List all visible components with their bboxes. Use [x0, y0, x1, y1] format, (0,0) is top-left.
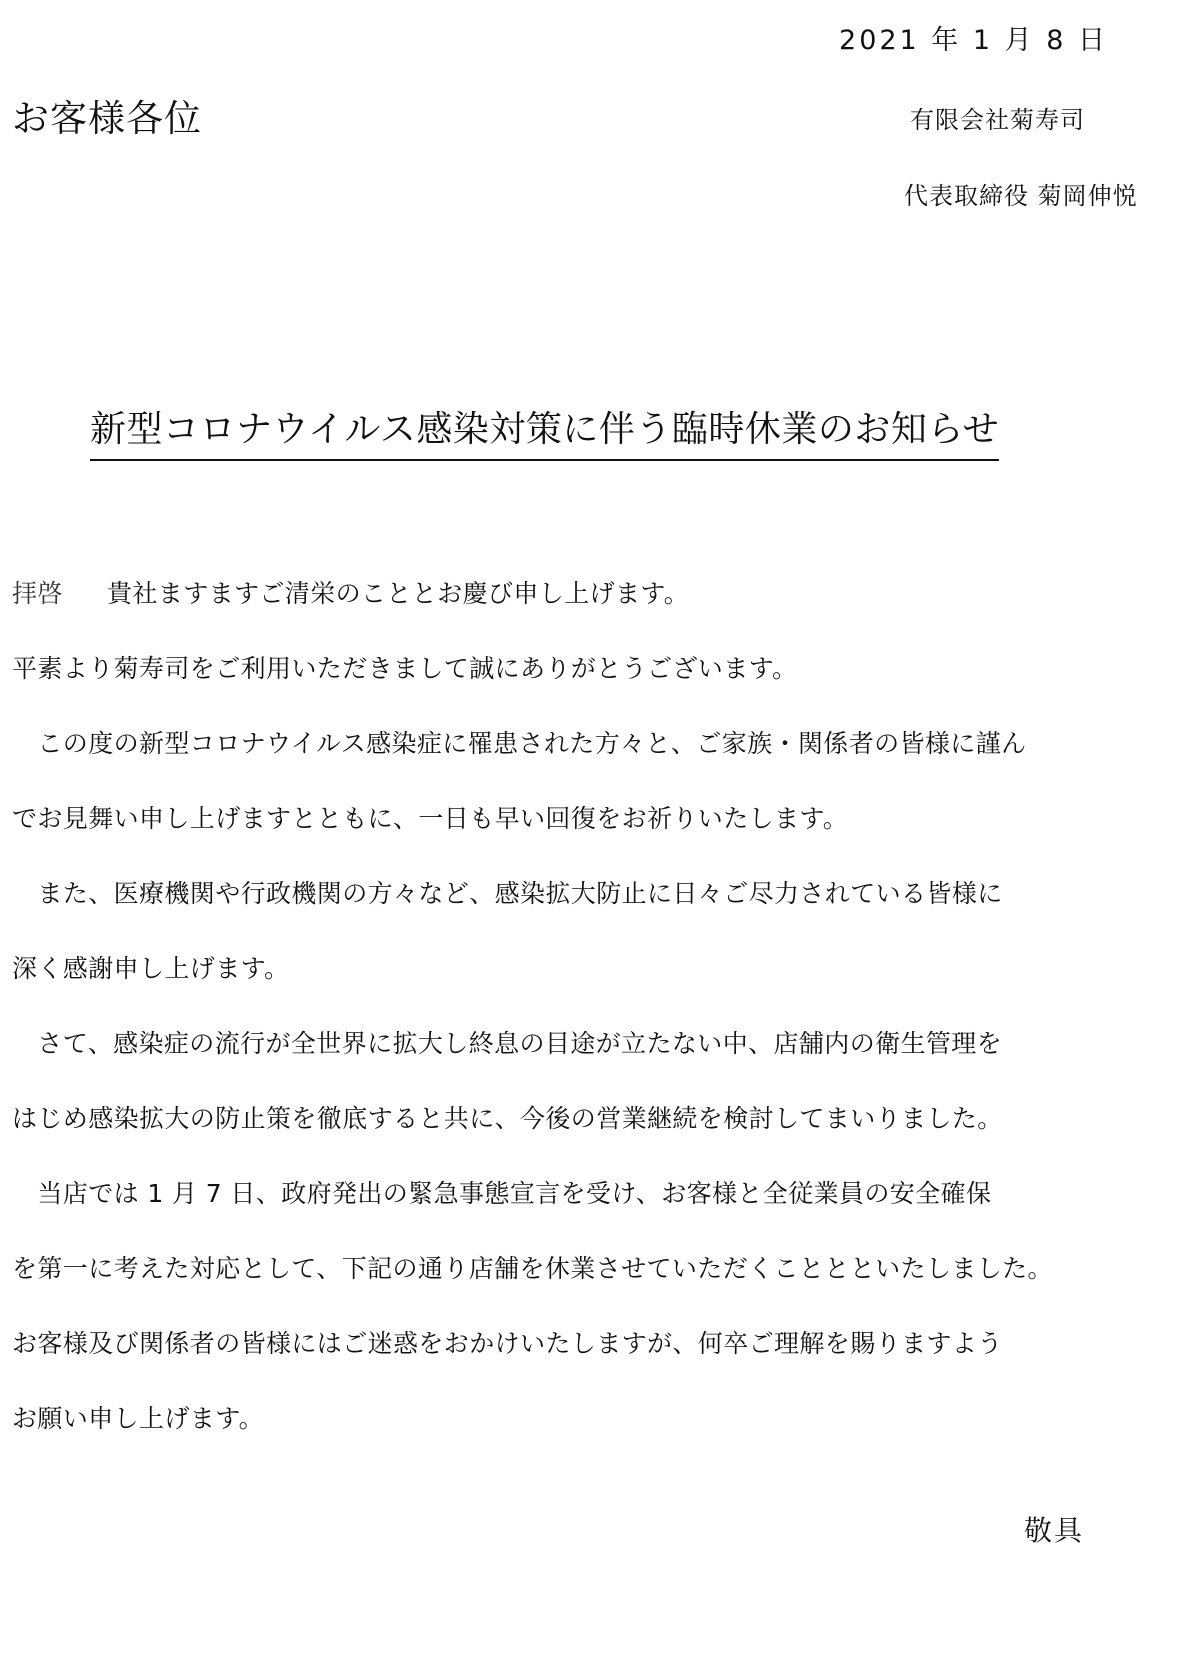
body-line-6: さて、感染症の流行が全世界に拡大し終息の目途が立たない中、店舗内の衛生管理を — [12, 1029, 1003, 1058]
recipient-line: お客様各位 — [12, 97, 202, 140]
body-line-3: でお見舞い申し上げますとともに、一日も早い回復をお祈りいたします。 — [12, 804, 849, 833]
body-line-2: この度の新型コロナウイルス感染症に罹患された方々と、ご家族・関係者の皆様に謹ん — [12, 729, 1027, 758]
body-line-10: お客様及び関係者の皆様にはご迷惑をおかけいたしますが、何卒ご理解を賜りますよう — [12, 1329, 1003, 1358]
salutation-line — [12, 581, 689, 606]
body-line-7: はじめ感染拡大の防止策を徹底すると共に、今後の営業継続を検討してまいりました。 — [12, 1104, 1003, 1133]
body-line-1: 平素より菊寿司をご利用いただきまして誠にありがとうございます。 — [12, 654, 798, 683]
salutation-head: 拝啓 — [12, 579, 63, 608]
company-name: 有限会社菊寿司 — [910, 106, 1085, 134]
body-line-4: また、医療機関や行政機関の方々など、感染拡大防止に日々ご尽力されている皆様に — [12, 879, 1003, 908]
document-date: 2021 年 1 月 8 日 — [839, 25, 1108, 56]
body-line-8: 当店では 1 月 7 日、政府発出の緊急事態宣言を受け、お客様と全従業員の安全確保 — [12, 1179, 992, 1208]
body-line-11: お願い申し上げます。 — [12, 1404, 265, 1433]
closing-word: 敬具 — [1023, 1514, 1084, 1547]
notice-title: 新型コロナウイルス感染対策に伴う臨時休業のお知らせ — [90, 408, 999, 461]
body-line-5: 深く感謝申し上げます。 — [12, 954, 290, 983]
representative-name: 代表取締役 菊岡伸悦 — [904, 182, 1138, 210]
body-line-9: を第一に考えた対応として、下記の通り店舗を休業させていただくこととといたしました。 — [12, 1254, 1053, 1283]
salutation-text: 貴社ますますご清栄のこととお慶び申し上げます。 — [107, 579, 690, 608]
